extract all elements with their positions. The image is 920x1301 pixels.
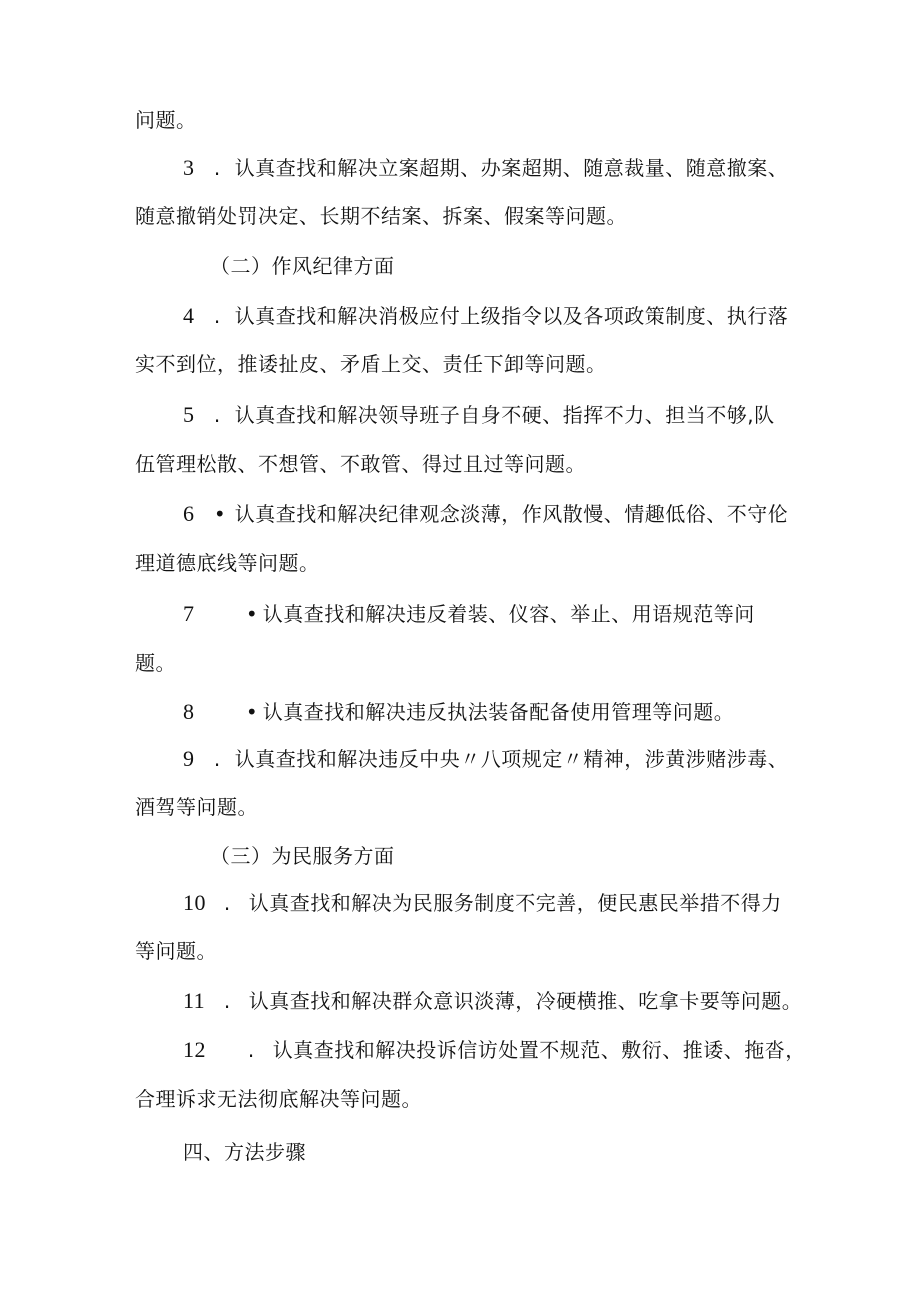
item-separator: . bbox=[213, 156, 221, 180]
item-separator: . bbox=[213, 304, 221, 328]
item-text: 题。 bbox=[135, 651, 176, 675]
list-item-6-line1 bbox=[183, 500, 788, 528]
list-item-12-line2 bbox=[135, 1085, 422, 1113]
list-item-8-line1 bbox=[183, 698, 734, 726]
item-separator: . bbox=[223, 891, 231, 915]
item-number: 5 bbox=[183, 402, 195, 427]
list-item-3-line2 bbox=[135, 202, 627, 230]
list-item-11-line1 bbox=[183, 987, 802, 1015]
list-item-3-line1 bbox=[183, 154, 788, 182]
item-separator: • bbox=[213, 502, 227, 526]
item-number: 9 bbox=[183, 746, 195, 771]
item-text: 认真查找和解决领导班子自身不硬、指挥不力、担当不够,队 bbox=[234, 403, 775, 427]
item-separator: . bbox=[223, 989, 231, 1013]
list-item-9-line1 bbox=[183, 745, 788, 773]
item-text: 理道德底线等问题。 bbox=[135, 551, 320, 575]
item-text: 随意撤销处罚决定、长期不结案、拆案、假案等问题。 bbox=[135, 204, 627, 228]
section-heading bbox=[183, 1138, 306, 1166]
item-text: 实不到位，推诿扯皮、矛盾上交、责任下卸等问题。 bbox=[135, 352, 607, 376]
list-item-12-line1 bbox=[183, 1036, 806, 1064]
item-text: 认真查找和解决群众意识淡薄，冷硬横推、吃拿卡要等问题。 bbox=[248, 989, 803, 1013]
heading-text: （三）为民服务方面 bbox=[210, 844, 395, 868]
list-item-5-line2 bbox=[135, 450, 586, 478]
item-text: 认真查找和解决为民服务制度不完善，便民惠民举措不得力 bbox=[248, 891, 782, 915]
item-number: 7 bbox=[183, 601, 195, 626]
paragraph-continuation bbox=[135, 106, 197, 134]
list-item-10-line2 bbox=[135, 937, 217, 965]
item-text: 伍管理松散、不想管、不敢管、得过且过等问题。 bbox=[135, 452, 586, 476]
list-item-4-line2 bbox=[135, 350, 607, 378]
item-number: 10 bbox=[183, 890, 206, 915]
list-item-9-line2 bbox=[135, 793, 258, 821]
item-text: 认真查找和解决消极应付上级指令以及各项政策制度、执行落 bbox=[234, 304, 789, 328]
item-text: 认真查找和解决违反执法装备配备使用管理等问题。 bbox=[262, 700, 735, 724]
paragraph-text: 问题。 bbox=[135, 108, 197, 132]
item-text: 合理诉求无法彻底解决等问题。 bbox=[135, 1087, 422, 1111]
list-item-7-line2 bbox=[135, 649, 176, 677]
item-separator: . bbox=[213, 403, 221, 427]
item-number: 6 bbox=[183, 501, 195, 526]
section-heading bbox=[210, 252, 395, 280]
item-text: 认真查找和解决纪律观念淡薄，作风散慢、情趣低俗、不守伦 bbox=[234, 502, 789, 526]
item-text: 等问题。 bbox=[135, 939, 217, 963]
item-text: 认真查找和解决违反中央〃八项规定〃精神，涉黄涉赌涉毒、 bbox=[234, 747, 789, 771]
item-number: 3 bbox=[183, 155, 195, 180]
section-heading bbox=[210, 842, 395, 870]
heading-text: 四、方法步骤 bbox=[183, 1140, 306, 1164]
item-number: 11 bbox=[183, 988, 206, 1013]
item-number: 12 bbox=[183, 1037, 206, 1062]
item-number: 4 bbox=[183, 303, 195, 328]
list-item-4-line1 bbox=[183, 302, 788, 330]
list-item-6-line2 bbox=[135, 549, 320, 577]
item-separator: • bbox=[245, 700, 259, 724]
item-separator: • bbox=[245, 602, 259, 626]
item-text: 认真查找和解决立案超期、办案超期、随意裁量、随意撤案、 bbox=[234, 156, 789, 180]
item-text: 酒驾等问题。 bbox=[135, 795, 258, 819]
heading-text: （二）作风纪律方面 bbox=[210, 254, 395, 278]
list-item-7-line1 bbox=[183, 600, 755, 628]
item-separator: . bbox=[247, 1038, 255, 1062]
item-text: 认真查找和解决违反着装、仪容、举止、用语规范等问 bbox=[262, 602, 755, 626]
list-item-10-line1 bbox=[183, 889, 782, 917]
item-text: 认真查找和解决投诉信访处置不规范、敷衍、推诿、拖沓， bbox=[272, 1038, 806, 1062]
item-separator: . bbox=[213, 747, 221, 771]
item-number: 8 bbox=[183, 699, 195, 724]
list-item-5-line1 bbox=[183, 401, 775, 429]
